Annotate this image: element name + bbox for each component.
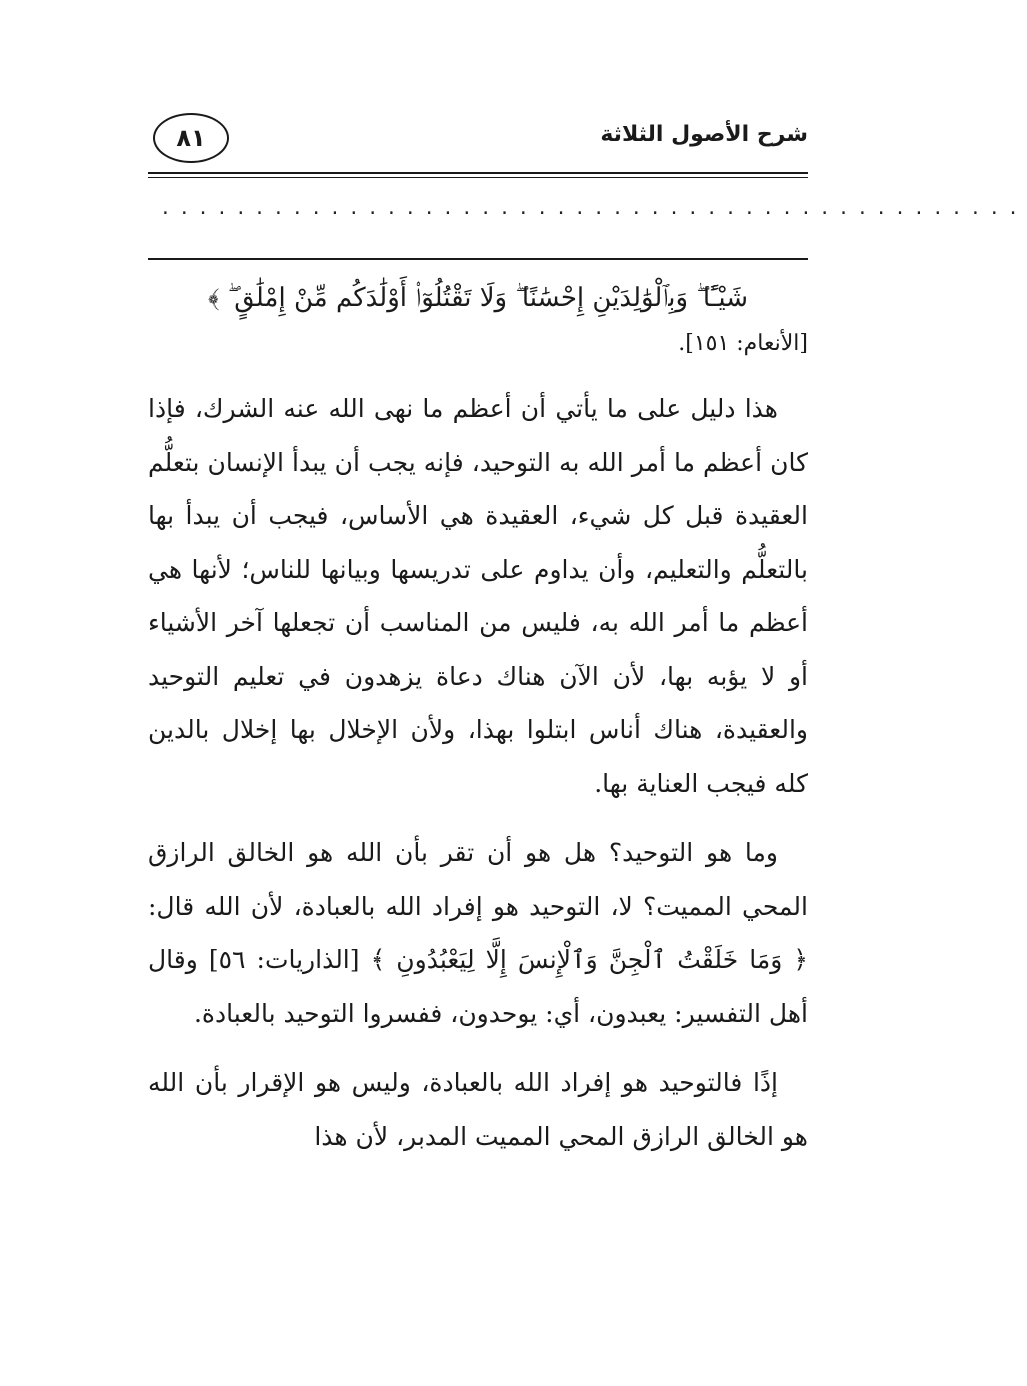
page-body: [148, 272, 808, 1179]
page-header: [148, 108, 808, 168]
quran-verse-continuation: شَيْـًٔا ۖ وَبِٱلْوَٰلِدَيْنِ إِحْسَٰنًا ۖ وَلَا تَقْتُلُوٓا۟ أَوْلَٰدَكُم مِّنْ إِمْلَٰقٍ ۖ ﴾: [207, 283, 749, 313]
paragraph-2-lead: وما هو التوحيد؟ هل هو أن تقر بأن الله هو الخالق الرازق المحي المميت؟ لا، التوحيد هو إفراد الله بالعبادة، لأن الله قال:: [148, 838, 808, 921]
quran-quote: ﴿ وَمَا خَلَقْتُ ٱلْجِنَّ وَٱلْإِنسَ إِلَّا لِيَعْبُدُونِ ﴾: [370, 945, 808, 974]
header-double-rule: [148, 172, 808, 178]
verse-reference: [الأنعام: ١٥١].: [678, 331, 808, 356]
paragraph-2-tail: [الذاريات: ٥٦] وقال أهل التفسير: يعبدون، أي: يوحدون، ففسروا التوحيد بالعبادة.: [148, 945, 808, 1028]
paragraph-1: هذا دليل على ما يأتي أن أعظم ما نهى الله عنه الشرك، فإذا كان أعظم ما أمر الله به التوحيد، فإنه يجب أن يبدأ الإنسان بتعلُّم العقيدة قبل كل شيء، العقيدة هي الأساس، فيجب أن يبدأ بها بالتعلُّم والتعليم، وأن يداوم على تدريسها وبيانها للناس؛ لأنها هي أعظم ما أمر الله به، فليس من المناسب أن تجعلها آخر الأشياء أو لا يؤبه بها، لأن الآن هناك دعاة يزهدون في تعليم التوحيد والعقيدة، هناك أناس ابتلوا بهذا، ولأن الإخلال بها إخلال بالدين كله فيجب العناية بها.: [148, 394, 808, 798]
paragraph-2: [148, 826, 808, 1040]
page-number-badge: [153, 113, 229, 163]
page-number: ٨١: [176, 124, 206, 152]
separator-dots: ..............................................: [160, 198, 1027, 219]
running-title: شرح الأصول الثلاثة: [600, 122, 808, 147]
section-rule: [148, 258, 808, 260]
paragraph-3: إذًا فالتوحيد هو إفراد الله بالعبادة، وليس هو الإقرار بأن الله هو الخالق الرازق المحي المميت المدبر، لأن هذا: [148, 1068, 808, 1151]
